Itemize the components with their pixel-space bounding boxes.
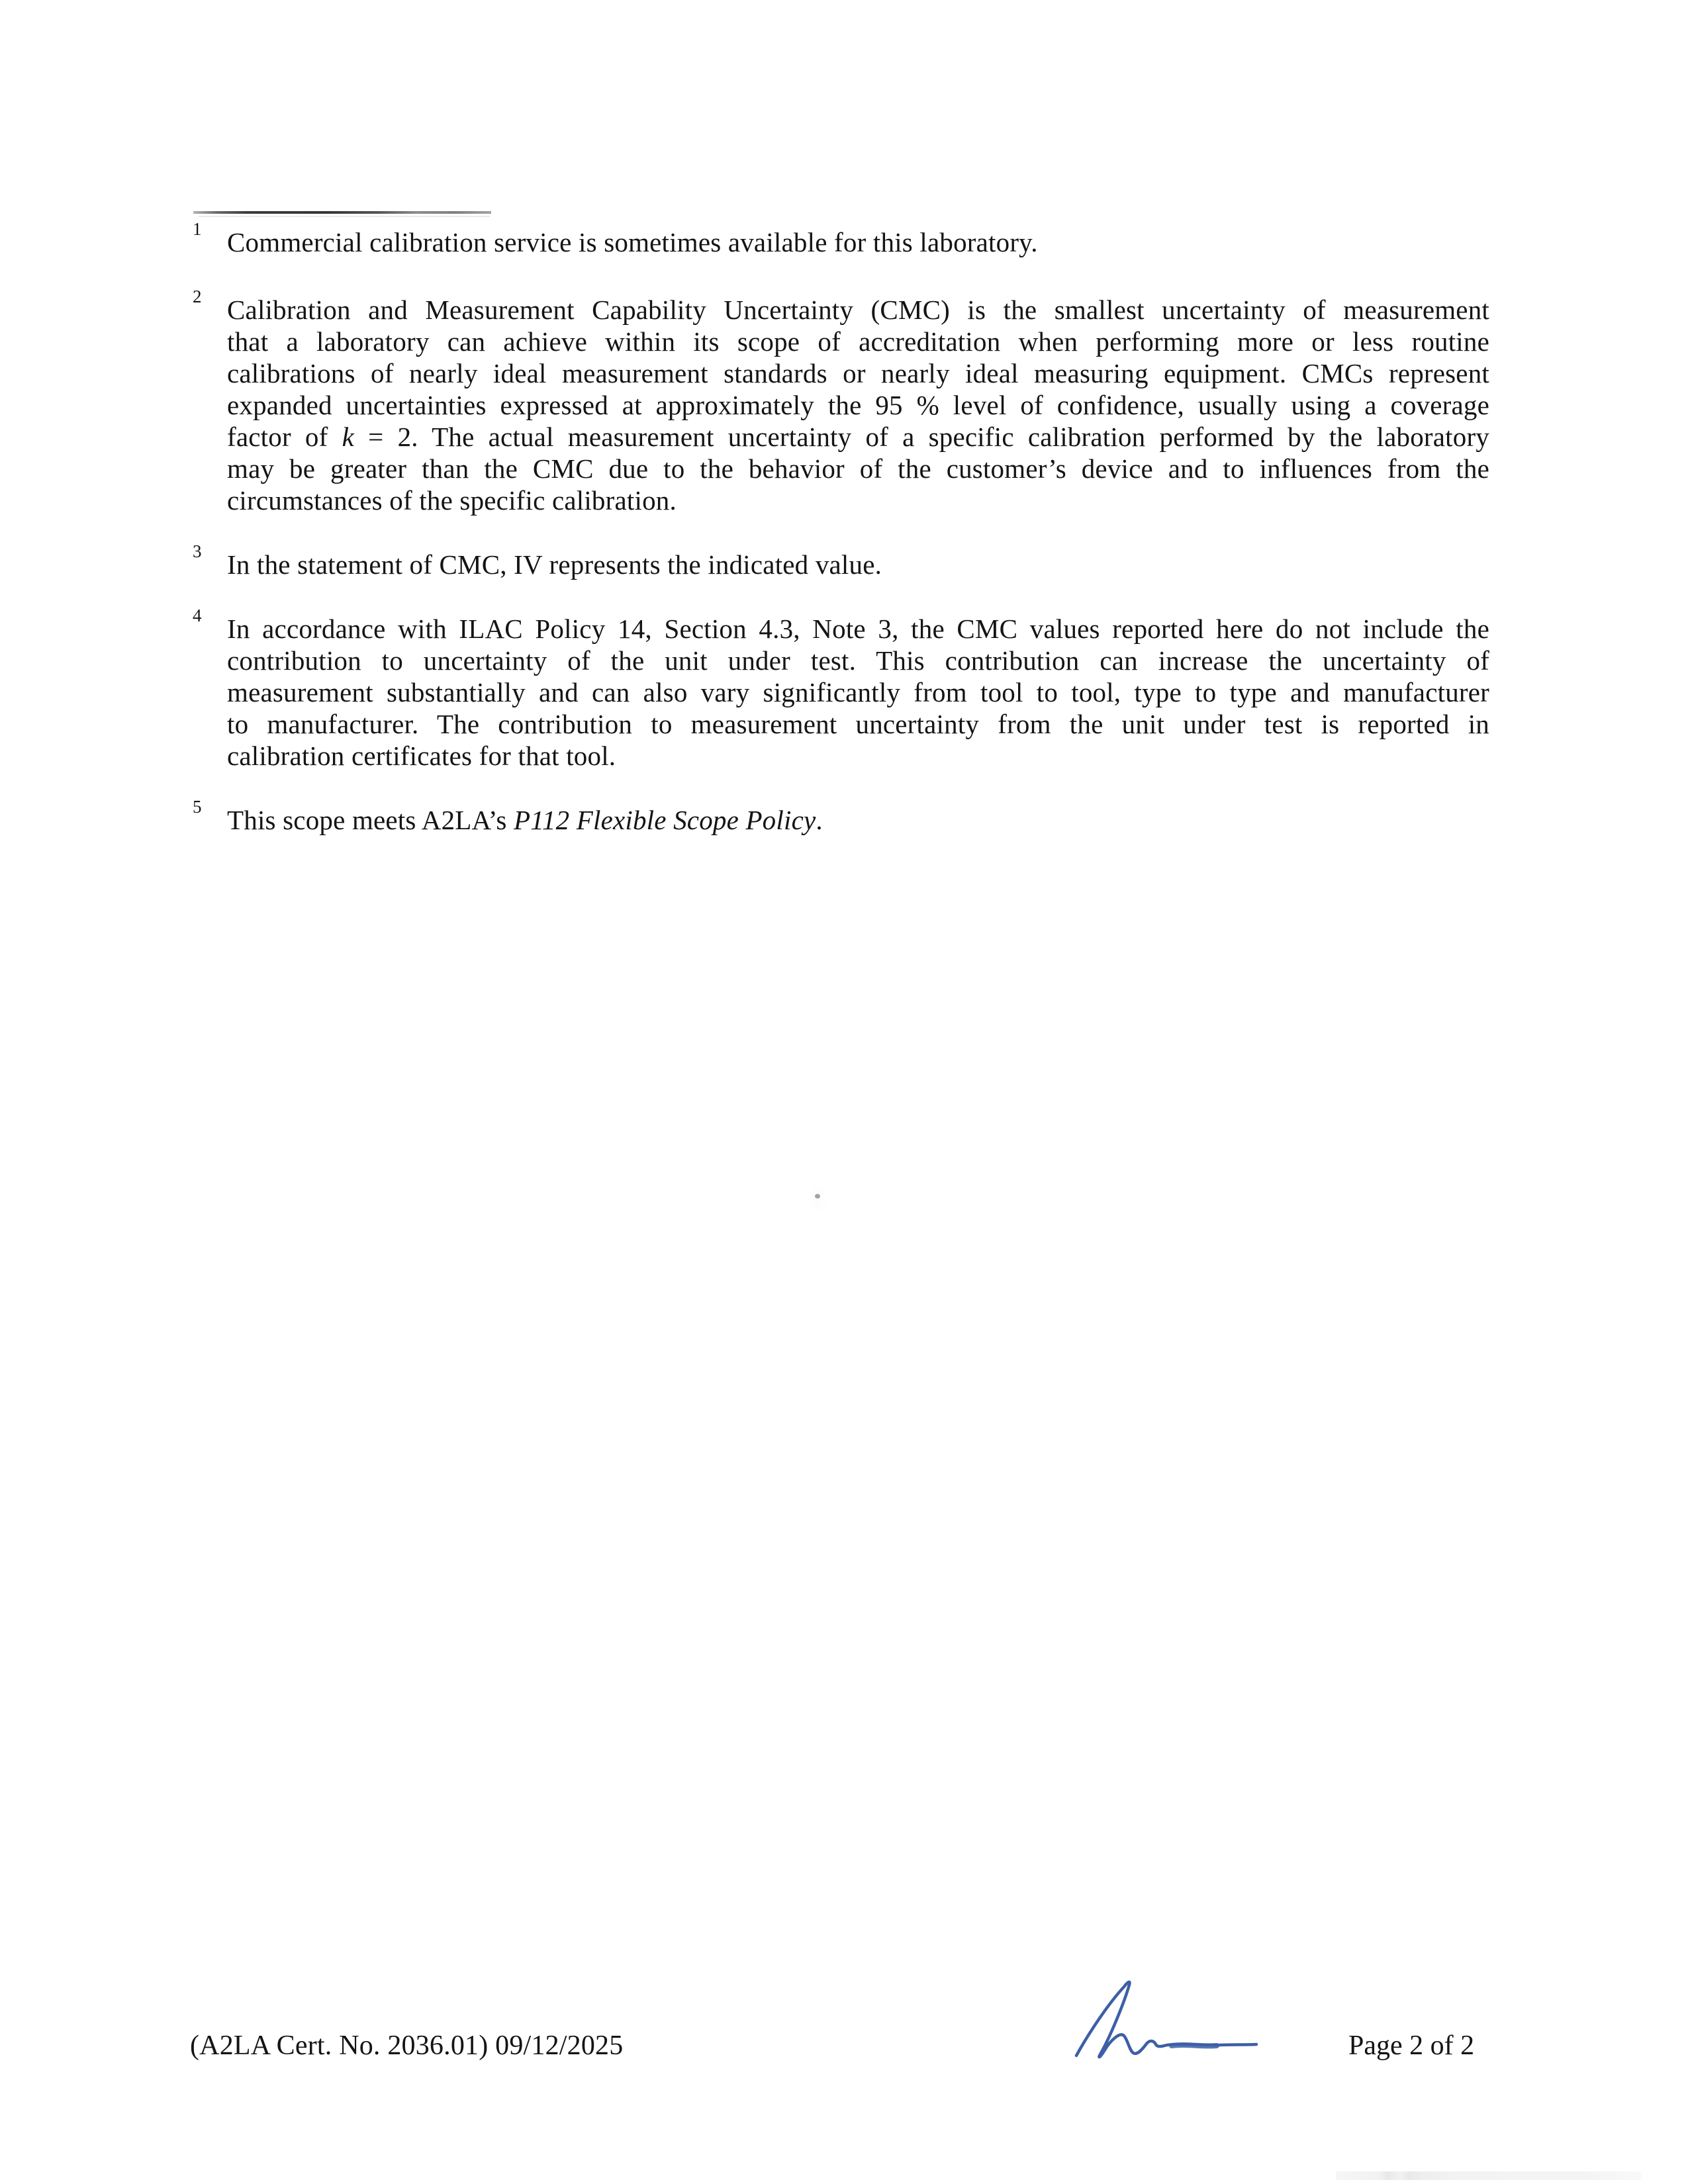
footnote-text: In the statement of CMC, IV represents the indicated value. <box>227 549 882 580</box>
footnote-line <box>227 740 1489 772</box>
footnote-text: Commercial calibration service is sometimes available for this laboratory. <box>227 227 1038 257</box>
footnote-marker: 2 <box>193 287 202 306</box>
footnote-text: This scope meets A2LA’s <box>227 805 514 835</box>
footnote-text: contribution to uncertainty of the unit under test. This contribution can increase the uncertainty of <box>227 645 1489 676</box>
footnote-line <box>227 549 1489 580</box>
footnote-line <box>227 453 1489 484</box>
footnote-line <box>227 421 1489 453</box>
certificate-number-line: (A2LA Cert. No. 2036.01) 09/12/2025 <box>190 2030 624 2061</box>
footnote-text: . <box>816 805 823 835</box>
footnote-line <box>227 484 1489 516</box>
footnote-line <box>227 326 1489 357</box>
footnote-1 <box>193 219 1489 258</box>
footnote-text: to manufacturer. The contribution to measurement uncertainty from the unit under test is reported in <box>227 709 1489 739</box>
footnote-text: may be greater than the CMC due to the behavior of the customer’s device and to influences from the <box>227 453 1489 484</box>
footnote-text: measurement substantially and can also vary significantly from tool to tool, type to type and manufacturer <box>227 677 1489 707</box>
footnote-text: In accordance with ILAC Policy 14, Section 4.3, Note 3, the CMC values reported here do not include the <box>227 614 1489 644</box>
footnote-text: = 2. The actual measurement uncertainty of a specific calibration performed by the laboratory <box>354 422 1489 452</box>
footnote-line <box>227 645 1489 676</box>
footnote-line <box>227 613 1489 645</box>
scan-artifact-strip <box>1336 2171 1642 2180</box>
footnote-separator-ghost <box>199 216 490 217</box>
footnote-line <box>227 294 1489 326</box>
signature-ink <box>1058 1954 1270 2079</box>
page-number: Page 2 of 2 <box>1348 2030 1475 2061</box>
footnote-4 <box>193 606 1489 772</box>
footnote-line <box>227 357 1489 389</box>
footnote-line <box>227 226 1489 258</box>
footnote-text-italic: k <box>342 422 355 452</box>
footnote-marker: 1 <box>193 219 202 239</box>
footnote-text: factor of <box>227 422 342 452</box>
footnote-marker: 3 <box>193 541 202 561</box>
footnote-text: expanded uncertainties expressed at approximately the 95 % level of confidence, usually using a coverage <box>227 390 1489 420</box>
footnote-text-italic: P112 Flexible Scope Policy <box>513 805 816 835</box>
footnote-marker: 4 <box>193 606 202 625</box>
footnote-text: calibration certificates for that tool. <box>227 741 616 771</box>
footnote-separator-rule <box>193 211 491 214</box>
footnote-5 <box>193 797 1489 836</box>
footnote-line <box>227 804 1489 836</box>
footnote-text: that a laboratory can achieve within its scope of accreditation when performing more or less routine <box>227 326 1489 357</box>
footnote-text: calibrations of nearly ideal measurement standards or nearly ideal measuring equipment. CMCs represent <box>227 358 1489 388</box>
footnote-line <box>227 389 1489 421</box>
footnote-line <box>227 676 1489 708</box>
footnote-3 <box>193 541 1489 580</box>
footnote-marker: 5 <box>193 797 202 817</box>
scan-artifact-dot <box>815 1194 820 1199</box>
footnote-line <box>227 708 1489 740</box>
footnote-text: circumstances of the specific calibration. <box>227 485 677 516</box>
footnote-2 <box>193 287 1489 516</box>
footnote-text: Calibration and Measurement Capability Uncertainty (CMC) is the smallest uncertainty of measurement <box>227 295 1489 325</box>
